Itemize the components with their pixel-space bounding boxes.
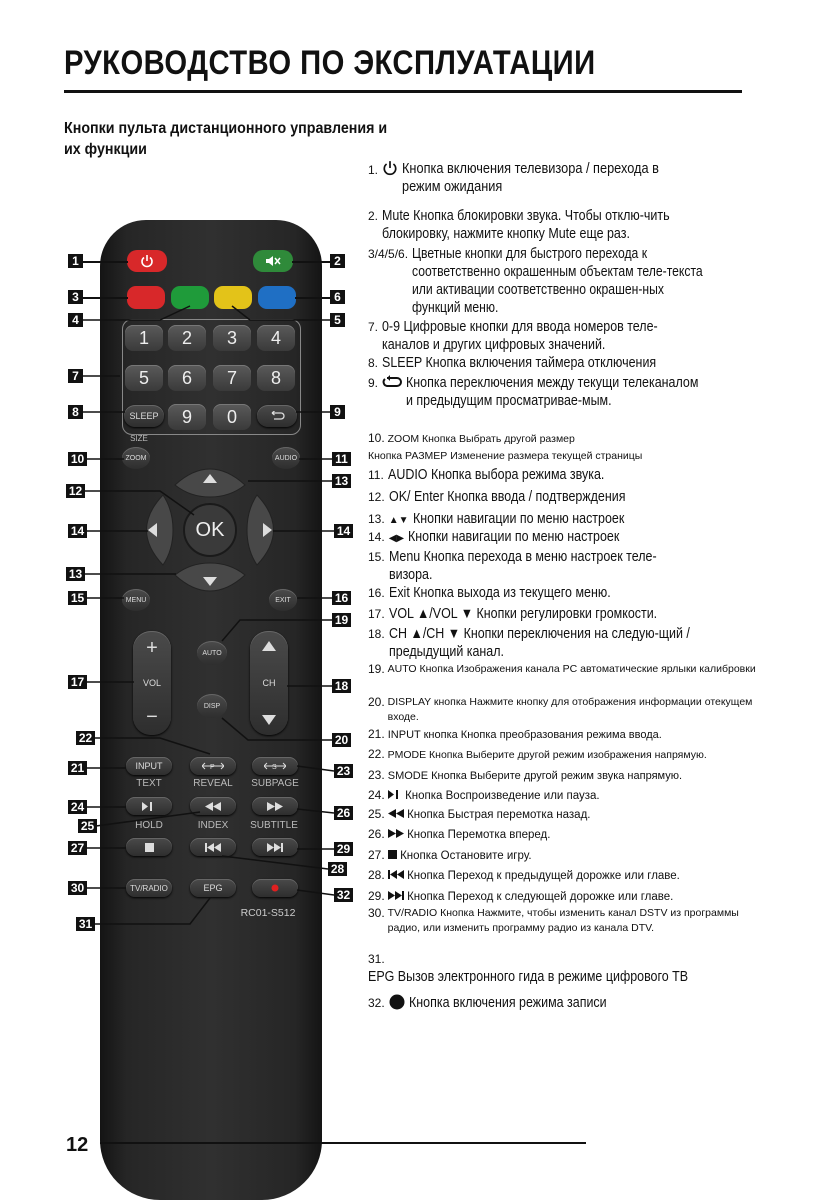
size-label: SIZE bbox=[130, 434, 148, 443]
list-item: 24. Кнопка Воспроизведение или пауза. bbox=[368, 788, 600, 802]
ch-label: CH bbox=[262, 678, 276, 688]
callout-7: 7 bbox=[68, 369, 83, 383]
stop-icon bbox=[388, 850, 397, 859]
list-item: 13. ▲▼ Кнопки навигации по меню настроек bbox=[368, 511, 624, 527]
tv-radio-button[interactable]: TV/RADIO bbox=[126, 879, 172, 897]
digit-4-button[interactable]: 4 bbox=[257, 325, 295, 351]
callout-10: 10 bbox=[68, 452, 87, 466]
callout-32: 32 bbox=[334, 888, 353, 902]
model-label: RC01-S512 bbox=[240, 907, 296, 919]
callout-13-top: 13 bbox=[332, 474, 351, 488]
callout-30: 30 bbox=[68, 881, 87, 895]
callout-14-left: 14 bbox=[68, 524, 87, 538]
list-item: 1. Кнопка включения телевизора / перехода в режим ожидания bbox=[368, 161, 659, 195]
digit-8-button[interactable]: 8 bbox=[257, 365, 295, 391]
svg-text:P: P bbox=[210, 764, 215, 770]
callout-24: 24 bbox=[68, 800, 87, 814]
callout-29: 29 bbox=[334, 842, 353, 856]
list-item: 21. INPUT кнопка Кнопка преобразования режима ввода. bbox=[368, 727, 662, 741]
digit-0-button[interactable]: 0 bbox=[213, 404, 251, 430]
sleep-button[interactable]: SLEEP bbox=[124, 405, 164, 427]
callout-14-right: 14 bbox=[334, 524, 353, 538]
callout-16: 16 bbox=[332, 591, 351, 605]
list-item: 26. Кнопка Перемотка вперед. bbox=[368, 827, 551, 841]
input-button[interactable]: INPUT bbox=[126, 757, 172, 775]
digit-1-button[interactable]: 1 bbox=[125, 325, 163, 351]
subpage-label: SUBPAGE bbox=[251, 778, 299, 789]
callout-17: 17 bbox=[68, 675, 87, 689]
list-item: 20. DISPLAY кнопка Нажмите кнопку для отображения информации отекущем входе. bbox=[368, 695, 753, 723]
list-item: 31. EPG Вызов электронного гида в режиме цифрового ТВ bbox=[368, 952, 689, 985]
callout-3: 3 bbox=[68, 290, 83, 304]
callout-15: 15 bbox=[68, 591, 87, 605]
list-item: 23. SMODE Кнопка Выберите другой режим звука напрямую. bbox=[368, 768, 683, 782]
callout-26: 26 bbox=[334, 806, 353, 820]
callout-31: 31 bbox=[76, 917, 95, 931]
digit-3-button[interactable]: 3 bbox=[213, 325, 251, 351]
callout-18: 18 bbox=[332, 679, 351, 693]
menu-button[interactable]: MENU bbox=[122, 589, 150, 611]
subtitle-label: SUBTITLE bbox=[250, 820, 298, 831]
list-item: 14. ◀▶ Кнопки навигации по меню настроек bbox=[368, 529, 620, 545]
callout-1: 1 bbox=[68, 254, 83, 268]
callout-23: 23 bbox=[334, 764, 353, 778]
callout-5: 5 bbox=[330, 313, 345, 327]
callout-22: 22 bbox=[76, 731, 95, 745]
list-item: 25. Кнопка Быстрая перемотка назад. bbox=[368, 807, 591, 821]
callout-12: 12 bbox=[66, 484, 85, 498]
volume-up-label[interactable]: + bbox=[146, 637, 158, 659]
list-item: 32. Кнопка включения режима записи bbox=[368, 995, 607, 1011]
list-item: 30. TV/RADIO Кнопка Нажмите, чтобы изменить канал DSTV из программы радио, или изменить программу радио из канала DTV. bbox=[368, 906, 739, 934]
callout-27: 27 bbox=[68, 841, 87, 855]
vol-label: VOL bbox=[142, 678, 161, 688]
list-item: 17. VOL ▲/VOL ▼ Кнопки регулировки громкости. bbox=[368, 606, 657, 622]
list-item: 8. SLEEP Кнопка включения таймера отключения bbox=[368, 355, 657, 371]
svg-text:S: S bbox=[272, 764, 277, 770]
disp-button[interactable]: DISP bbox=[197, 694, 227, 718]
callout-9: 9 bbox=[330, 405, 345, 419]
callout-19: 19 bbox=[332, 613, 351, 627]
digit-5-button[interactable]: 5 bbox=[125, 365, 163, 391]
list-item: 28. Кнопка Переход к предыдущей дорожке или главе. bbox=[368, 868, 680, 882]
audio-button[interactable]: AUDIO bbox=[272, 447, 300, 469]
next-track-icon bbox=[388, 891, 404, 900]
recall-icon bbox=[382, 375, 402, 389]
callout-21: 21 bbox=[68, 761, 87, 775]
callout-28: 28 bbox=[328, 862, 347, 876]
callout-13-bottom: 13 bbox=[66, 567, 85, 581]
list-item: 22. PMODE Кнопка Выберите другой режим изображения напрямую. bbox=[368, 747, 707, 761]
callout-11: 11 bbox=[332, 452, 351, 466]
index-label: INDEX bbox=[197, 820, 229, 831]
play-pause-icon bbox=[388, 790, 402, 799]
page-title: РУКОВОДСТВО ПО ЭКСПЛУАТАЦИИ bbox=[64, 44, 596, 82]
power-icon bbox=[382, 160, 398, 176]
list-item: 16. Exit Кнопка выхода из текущего меню. bbox=[368, 585, 611, 601]
list-item: 15. Menu Кнопка перехода в меню настроек теле-визора. bbox=[368, 549, 657, 583]
callout-8: 8 bbox=[68, 405, 83, 419]
list-item: 29. Кнопка Переход к следующей дорожке или главе. bbox=[368, 889, 674, 903]
exit-button[interactable]: EXIT bbox=[269, 589, 297, 611]
list-item: 10. ZOOM Кнопка Выбрать другой размер Кнопка РАЗМЕР Изменение размера текущей страницы bbox=[368, 431, 643, 462]
section-subtitle: Кнопки пульта дистанционного управления и их функции bbox=[64, 120, 388, 158]
reveal-label: REVEAL bbox=[193, 778, 233, 789]
hold-label: HOLD bbox=[135, 820, 163, 831]
ok-button[interactable]: OK bbox=[195, 518, 225, 541]
callout-6: 6 bbox=[330, 290, 345, 304]
digit-6-button[interactable]: 6 bbox=[168, 365, 206, 391]
callout-2: 2 bbox=[330, 254, 345, 268]
record-dot-icon bbox=[389, 994, 405, 1010]
text-label: TEXT bbox=[136, 778, 162, 789]
list-item: 27. Кнопка Остановите игру. bbox=[368, 848, 532, 862]
list-item: 11. AUDIO Кнопка выбора режима звука. bbox=[368, 467, 605, 483]
list-item: 7. 0-9 Цифровые кнопки для ввода номеров теле-каналов и других цифровых значений. bbox=[368, 319, 658, 353]
list-item: 19. AUTO Кнопка Изображения канала PC автоматические ярлыки калибровки bbox=[368, 662, 756, 676]
list-item: 2. Mute Кнопка блокировки звука. Чтобы отклю-чить блокировку, нажмите кнопку Mute еще раз. bbox=[368, 208, 670, 242]
digit-9-button[interactable]: 9 bbox=[168, 404, 206, 430]
auto-button[interactable]: AUTO bbox=[197, 641, 227, 665]
digit-2-button[interactable]: 2 bbox=[168, 325, 206, 351]
volume-down-label[interactable]: − bbox=[146, 706, 158, 728]
page-number: 12 bbox=[66, 1134, 89, 1156]
footer-rule bbox=[100, 1142, 586, 1144]
list-item: 9. Кнопка переключения между текущи телеканалом и предыдущим просматривае-мым. bbox=[368, 375, 699, 409]
list-item: 3/4/5/6. Цветные кнопки для быстрого перехода к соответственно окрашенным объектам теле-текста или активации соответственно окрашен-ных функций меню. bbox=[368, 246, 703, 316]
fast-forward-icon bbox=[388, 829, 404, 838]
list-item: 12. OK/ Enter Кнопка ввода / подтверждения bbox=[368, 489, 626, 505]
previous-track-icon bbox=[388, 870, 404, 879]
digit-7-button[interactable]: 7 bbox=[213, 365, 251, 391]
callout-20: 20 bbox=[332, 733, 351, 747]
zoom-button[interactable]: ZOOM bbox=[122, 447, 150, 469]
list-item: 18. CH ▲/CH ▼ Кнопки переключения на следую-щий /предыдущий канал. bbox=[368, 626, 690, 660]
callout-25: 25 bbox=[78, 819, 97, 833]
epg-button[interactable]: EPG bbox=[190, 879, 236, 897]
callout-4: 4 bbox=[68, 313, 83, 327]
rewind-icon bbox=[388, 809, 404, 818]
